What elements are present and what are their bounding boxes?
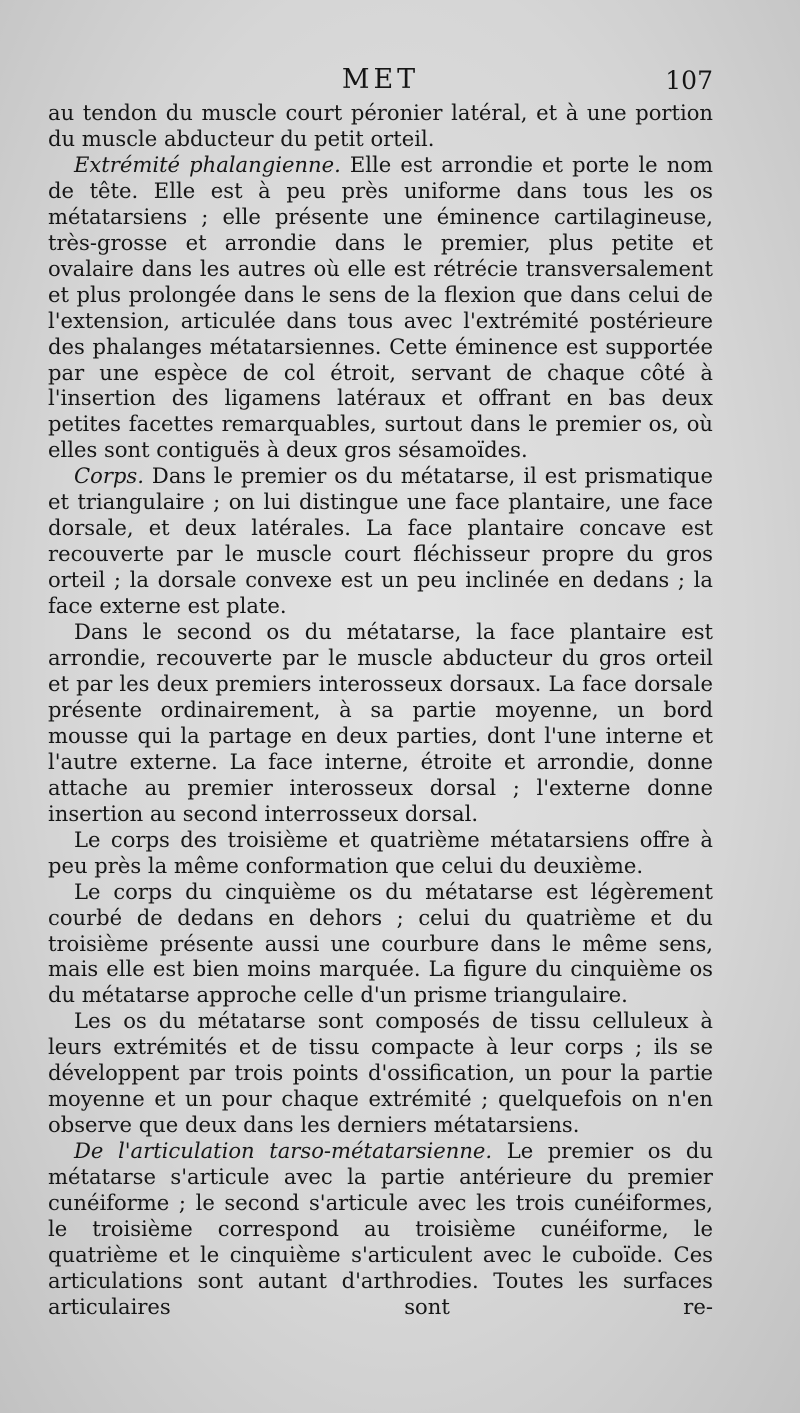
paragraph-extremite-phalangienne xyxy=(48,152,713,463)
paragraph-text: Le premier os du métatarse s'articule avec la partie antérieure du premier cunéiforme ; le second s'articule avec les trois cunéiformes, le troisième correspond au troisième cunéiforme, le quatrième et le cinquième s'articulent avec le cuboïde. Ces articulations sont autant d'arthrodies. Toutes les surfaces articulaires sont re- xyxy=(48,1138,713,1319)
paragraph-troisieme-quatrieme xyxy=(48,827,713,879)
paragraph-text: Le corps des troisième et quatrième métatarsiens offre à peu près la même conformation que celui du deuxième. xyxy=(48,826,713,878)
paragraph-text: Elle est arrondie et porte le nom de tête. Elle est à peu près uniforme dans tous les os métatarsiens ; elle présente une éminence cartilagineuse, très-grosse et arrondie dans le premier, plus petite et ovalaire dans les autres où elle est rétrécie transversalement et plus prolongée dans le sens de la flexion que dans celui de l'extension, articulée dans tous avec l'extrémité postérieure des phalanges métatarsiennes. Cette éminence est supportée par une espèce de col étroit, servant de chaque côté à l'insertion des ligamens latéraux et offrant en bas deux petites facettes remarquables, surtout dans le premier os, où elles sont contiguës à deux gros sésamoïdes. xyxy=(48,151,713,463)
paragraph-lead: De l'articulation tarso-métatarsienne. xyxy=(74,1138,493,1164)
paragraph-text: Le corps du cinquième os du métatarse est légèrement courbé de dedans en dehors ; celui du quatrième et du troisième présente aussi une courbure dans le même sens, mais elle est bien moins marquée. La figure du cinquième os du métatarse approche celle d'un prisme triangulaire. xyxy=(48,878,713,1008)
paragraph-composition xyxy=(48,1008,713,1138)
paragraph-text: Dans le second os du métatarse, la face plantaire est arrondie, recouverte par le muscle abducteur du gros orteil et par les deux premiers interosseux dorsaux. La face dorsale présente ordinairement, à sa partie moyenne, un bord mousse qui la partage en deux parties, dont l'une interne et l'autre externe. La face interne, étroite et arrondie, donne attache au premier interosseux dorsal ; l'externe donne insertion au second interrosseux dorsal. xyxy=(48,619,713,826)
page-header xyxy=(48,64,713,100)
paragraph-text: Dans le premier os du métatarse, il est prismatique et triangulaire ; on lui distingue une face plantaire, une face dorsale, et deux latérales. La face plantaire concave est recouverte par le muscle court fléchisseur propre du gros orteil ; la dorsale convexe est un peu inclinée en dedans ; la face externe est plate. xyxy=(48,463,713,619)
paragraph-text: Les os du métatarse sont composés de tissu celluleux à leurs extrémités et de tissu compacte à leur corps ; ils se développent par trois points d'ossification, un pour la partie moyenne et un pour chaque extrémité ; quelquefois on n'en observe que deux dans les derniers métatarsiens. xyxy=(48,1008,713,1138)
paragraph-lead: Extrémité phalangienne. xyxy=(74,151,341,177)
paragraph-text: au tendon du muscle court péronier latéral, et à une portion du muscle abducteur du petit orteil. xyxy=(48,100,713,151)
page-number: 107 xyxy=(665,66,713,95)
paragraph-continuation xyxy=(48,100,713,152)
body-text xyxy=(48,100,713,1320)
paragraph-lead: Corps. xyxy=(74,463,144,489)
paragraph-second-os xyxy=(48,619,713,827)
paragraph-corps xyxy=(48,463,713,619)
running-head: MET xyxy=(341,64,420,95)
paragraph-cinquieme xyxy=(48,879,713,1009)
paragraph-articulation xyxy=(48,1138,713,1320)
